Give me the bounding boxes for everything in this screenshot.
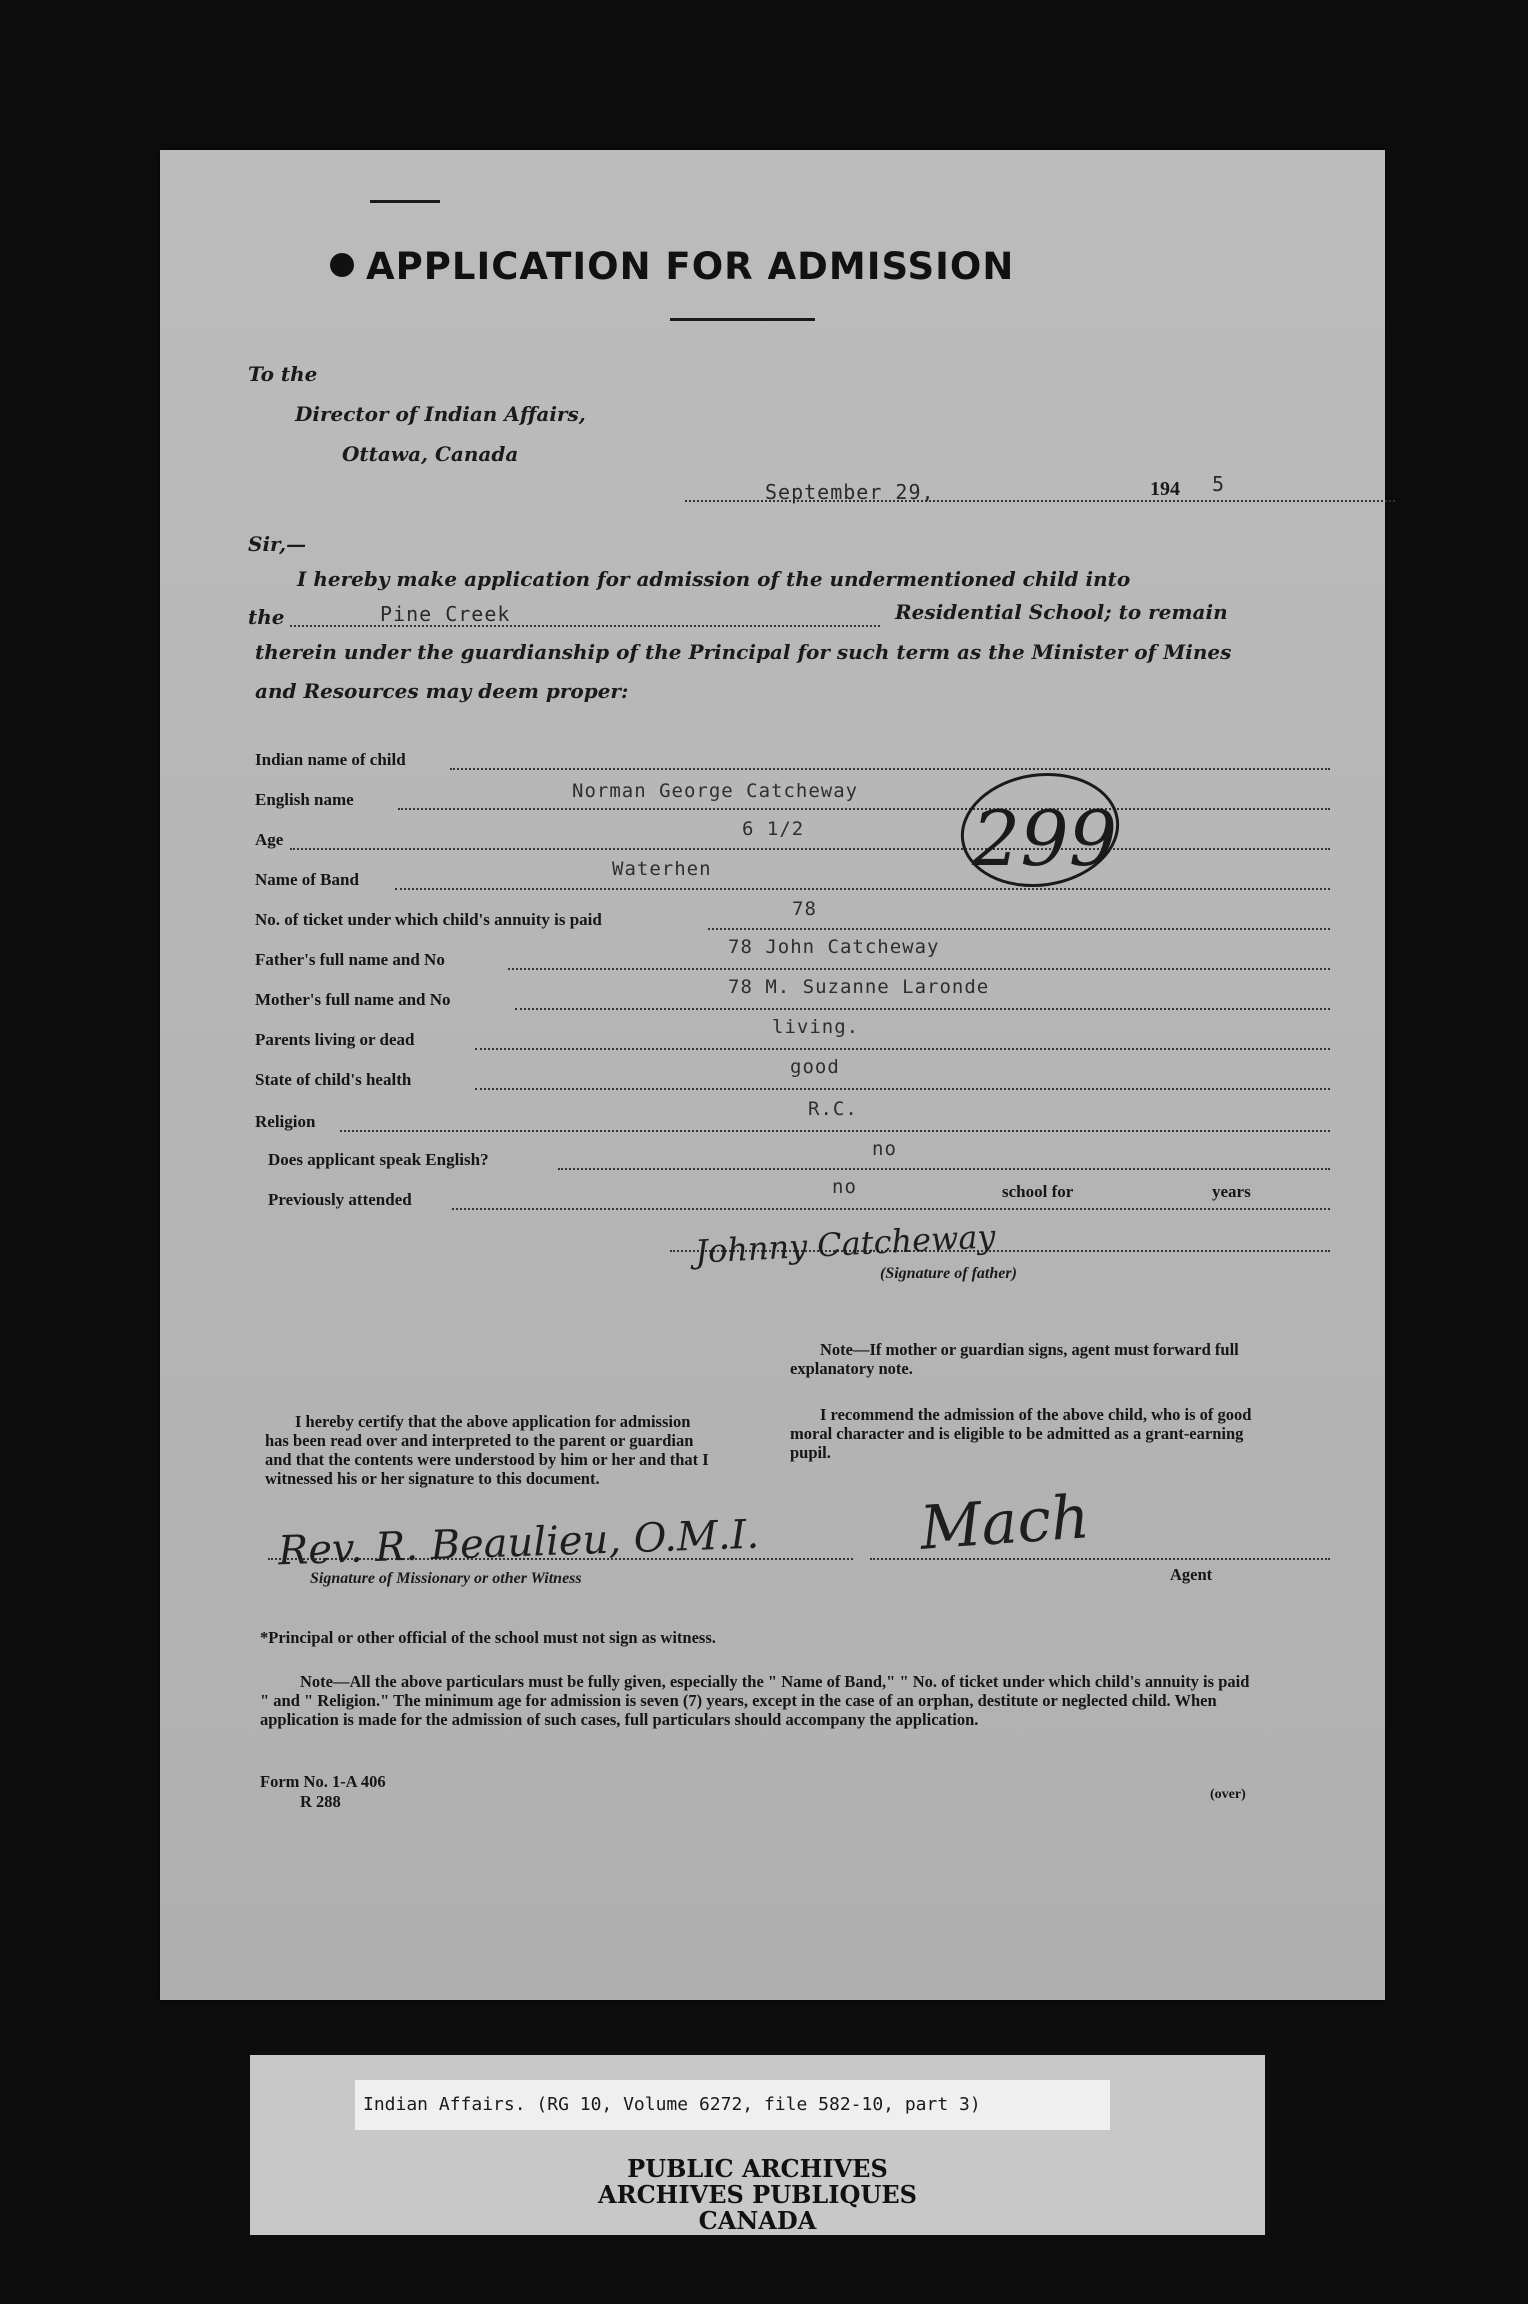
archive-reference: Indian Affairs. (RG 10, Volume 6272, file 582-10, part 3) <box>355 2080 1110 2130</box>
field-value-mother: 78 M. Suzanne Laronde <box>728 976 990 998</box>
witness-signature: Rev. R. Beaulieu, O.M.I. <box>277 1511 760 1575</box>
field-value-english-name: Norman George Catcheway <box>572 780 859 802</box>
footnote: *Principal or other official of the school must not sign as witness. <box>260 1628 716 1647</box>
field-label-father: Father's full name and No <box>255 950 445 969</box>
field-label-english-speak: Does applicant speak English? <box>268 1150 489 1169</box>
field-label-mother: Mother's full name and No <box>255 990 451 1009</box>
bullet-icon <box>330 253 354 277</box>
note-guardian: Note—If mother or guardian signs, agent must forward full explanatory note. <box>790 1340 1239 1378</box>
certify-text: I hereby certify that the above application for admission has been read over and interpreted to the parent or guardian and that the contents were understood by him or her and that I witnessed his or her signature to this document. <box>265 1412 709 1488</box>
field-label-english-name: English name <box>255 790 354 809</box>
year-prefix: 194 <box>1150 478 1180 500</box>
field-label-health: State of child's health <box>255 1070 412 1089</box>
field-dotline <box>708 928 1330 930</box>
field-label-indian-name: Indian name of child <box>255 750 406 769</box>
archive-strip <box>250 2055 1265 2235</box>
field-value-parents: living. <box>772 1016 860 1038</box>
circled-number-stamp <box>950 760 1140 920</box>
body-line-2-rest: Residential School; to remain <box>895 600 1228 624</box>
title-rule <box>670 318 815 321</box>
school-for-label: school for <box>998 1182 1077 1202</box>
field-dotline <box>508 968 1330 970</box>
father-signature: Johnny Catcheway <box>694 1217 997 1271</box>
addressee-line-1: To the <box>248 362 318 386</box>
field-value-health: good <box>790 1056 840 1078</box>
field-label-ticket: No. of ticket under which child's annuity is paid <box>255 910 602 929</box>
archive-line-1: PUBLIC ARCHIVES <box>627 2154 888 2183</box>
form-title <box>330 245 1014 288</box>
document-page <box>160 150 1385 2000</box>
date-value: September 29, <box>765 480 935 504</box>
archive-line-3: CANADA <box>698 2206 817 2235</box>
father-caption: (Signature of father) <box>880 1265 1017 1282</box>
field-dotline <box>290 848 1330 850</box>
form-title-text: APPLICATION FOR ADMISSION <box>366 245 1015 288</box>
stamp-number: 299 <box>972 794 1118 883</box>
addressee-line-2: Director of Indian Affairs, <box>295 402 586 426</box>
note-bottom: Note—All the above particulars must be fully given, especially the " Name of Band," " No. of ticket under which child's annuity is paid " and " Religion." The minimum age for admission is seven (7) years, except in the case of an orphan, destitute or neglected child. When application is made for the admission of such cases, full particulars should accompany the application. <box>260 1672 1250 1729</box>
field-label-age: Age <box>255 830 284 849</box>
witness-caption: Signature of Missionary or other Witness <box>310 1570 582 1587</box>
field-dotline <box>398 808 1330 810</box>
field-value-band: Waterhen <box>612 858 712 880</box>
school-name: Pine Creek <box>380 602 511 626</box>
year-suffix: 5 <box>1212 472 1226 496</box>
field-value-religion: R.C. <box>808 1098 858 1120</box>
years-label: years <box>1208 1182 1255 1202</box>
agent-signature: Mach <box>917 1482 1092 1564</box>
field-dotline <box>395 888 1330 890</box>
field-dotline <box>475 1088 1330 1090</box>
field-label-religion: Religion <box>255 1112 316 1131</box>
body-line-4: and Resources may deem proper: <box>255 679 629 703</box>
field-dotline <box>450 768 1330 770</box>
field-label-previously: Previously attended <box>268 1190 412 1209</box>
recommend-text: I recommend the admission of the above child, who is of good moral character and is eligible to be admitted as a grant-earning pupil. <box>790 1405 1252 1462</box>
field-label-band: Name of Band <box>255 870 359 889</box>
form-r-number: R 288 <box>300 1792 341 1811</box>
form-number: Form No. 1-A 406 <box>260 1772 386 1791</box>
field-value-ticket: 78 <box>792 898 817 920</box>
body-the: the <box>248 605 285 629</box>
field-value-english-speak: no <box>872 1138 897 1160</box>
field-dotline <box>340 1130 1330 1132</box>
body-line-3: therein under the guardianship of the Principal for such term as the Minister of Mines <box>255 640 1232 664</box>
over-label: (over) <box>1210 1787 1246 1802</box>
school-dotline <box>290 625 880 627</box>
addressee-line-3: Ottawa, Canada <box>342 442 519 466</box>
field-dotline <box>475 1048 1330 1050</box>
field-dotline <box>558 1168 1330 1170</box>
agent-caption: Agent <box>1170 1565 1213 1584</box>
field-dotline <box>515 1008 1330 1010</box>
salutation: Sir,— <box>248 532 307 556</box>
top-rule <box>370 200 440 203</box>
field-value-age: 6 1/2 <box>742 818 805 840</box>
field-value-father: 78 John Catcheway <box>728 936 940 958</box>
field-label-parents: Parents living or dead <box>255 1030 415 1049</box>
body-line-1: I hereby make application for admission of the undermentioned child into <box>297 567 1131 591</box>
field-dotline <box>452 1208 1330 1210</box>
archive-line-2: ARCHIVES PUBLIQUES <box>598 2180 917 2209</box>
field-value-previously: no <box>832 1176 857 1198</box>
